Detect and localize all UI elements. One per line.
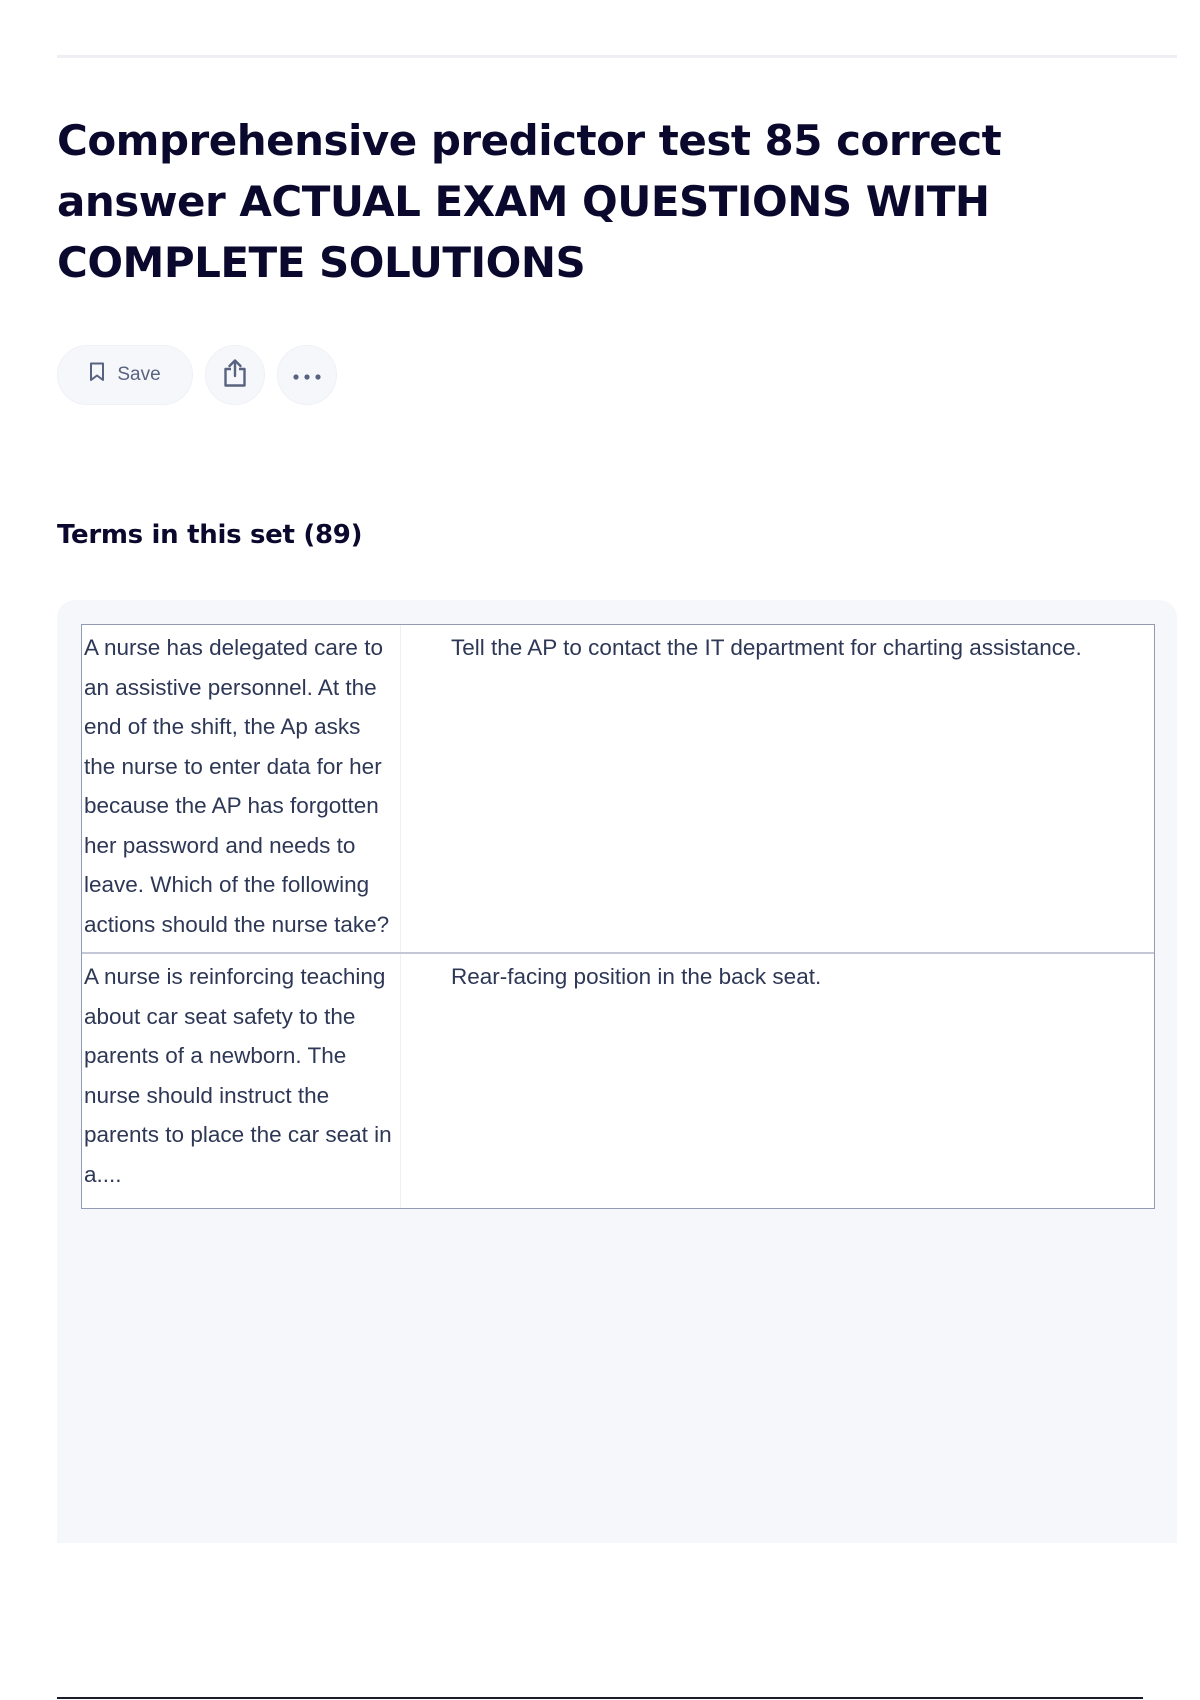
term-text: A nurse has delegated care to an assistive personnel. At the end of the shift, the Ap asks the nurse to enter data for her because the AP has forgotten her password and needs to leave. Which of the following actions should the nurse take?	[82, 625, 401, 952]
bottom-divider	[57, 1697, 1143, 1699]
definition-text: Rear-facing position in the back seat.	[451, 964, 822, 989]
term-row[interactable]	[82, 625, 1154, 954]
term-text: A nurse is reinforcing teaching about car seat safety to the parents of a newborn. The nurse should instruct the parents to place the car seat in a....	[82, 954, 401, 1208]
top-divider	[57, 55, 1177, 58]
terms-heading: Terms in this set (89)	[57, 520, 363, 550]
bookmark-icon	[89, 362, 105, 388]
more-options-icon	[292, 366, 322, 385]
page-title: Comprehensive predictor test 85 correct answer ACTUAL EXAM QUESTIONS WITH COMPLETE SOLUTIONS	[57, 116, 1002, 287]
save-label: Save	[117, 364, 161, 385]
definition-text: Tell the AP to contact the IT department for charting assistance.	[451, 635, 1082, 660]
save-button[interactable]	[57, 345, 193, 405]
terms-table	[81, 624, 1155, 1209]
action-bar	[57, 345, 337, 405]
more-options-button[interactable]	[277, 345, 337, 405]
term-row[interactable]	[82, 954, 1154, 1208]
share-button[interactable]	[205, 345, 265, 405]
share-icon	[221, 358, 249, 392]
